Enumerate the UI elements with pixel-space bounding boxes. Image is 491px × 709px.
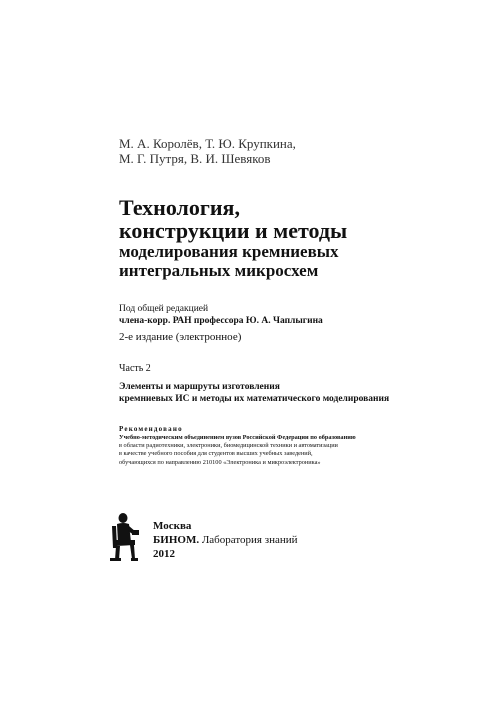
recommendation-line: в области радиотехники, электроники, биомедицинской техники и автоматизации (119, 442, 338, 450)
recommendation-heading: Рекомендовано (119, 425, 183, 433)
recommendation-line: в качестве учебного пособия для студентов высших учебных заведений, (119, 450, 313, 458)
publisher-lab: Лаборатория знаний (201, 534, 298, 546)
part-label: Часть 2 (119, 363, 151, 374)
book-title (119, 196, 469, 280)
publisher-info (153, 519, 298, 561)
seated-figure-logo-icon (104, 512, 142, 564)
part-info (119, 363, 469, 405)
editor-line: Под общей редакцией (119, 304, 209, 314)
publisher-name: БИНОМ. (153, 534, 200, 546)
authors-line: М. Г. Путря, В. И. Шевяков (119, 151, 271, 166)
authors-line: М. А. Королёв, Т. Ю. Крупкина, (119, 136, 296, 151)
authors (119, 136, 469, 166)
publisher-city: Москва (153, 520, 192, 532)
edition-info: 2-е издание (электронное) (119, 331, 242, 343)
recommendation-line: обучающихся по направлению 210100 «Электроника и микроэлектроника» (119, 458, 321, 466)
part-subtitle-line: кремниевых ИС и методы их математического моделирования (119, 394, 390, 404)
title-line: интегральных микросхем (119, 261, 319, 280)
publisher-name-line (153, 533, 298, 547)
editor-info (119, 303, 469, 327)
title-line: моделирования кремниевых (119, 242, 339, 261)
recommendation (119, 424, 469, 467)
part-subtitle-line: Элементы и маршруты изготовления (119, 382, 280, 392)
title-line: конструкции и методы (119, 218, 348, 243)
editor-line: члена-корр. РАН профессора Ю. А. Чаплыгина (119, 316, 323, 326)
title-line: Технология, (119, 195, 240, 220)
recommendation-line: Учебно-методическим объединением вузов Российской Федерации по образованию (119, 434, 356, 441)
publication-year: 2012 (153, 548, 175, 560)
